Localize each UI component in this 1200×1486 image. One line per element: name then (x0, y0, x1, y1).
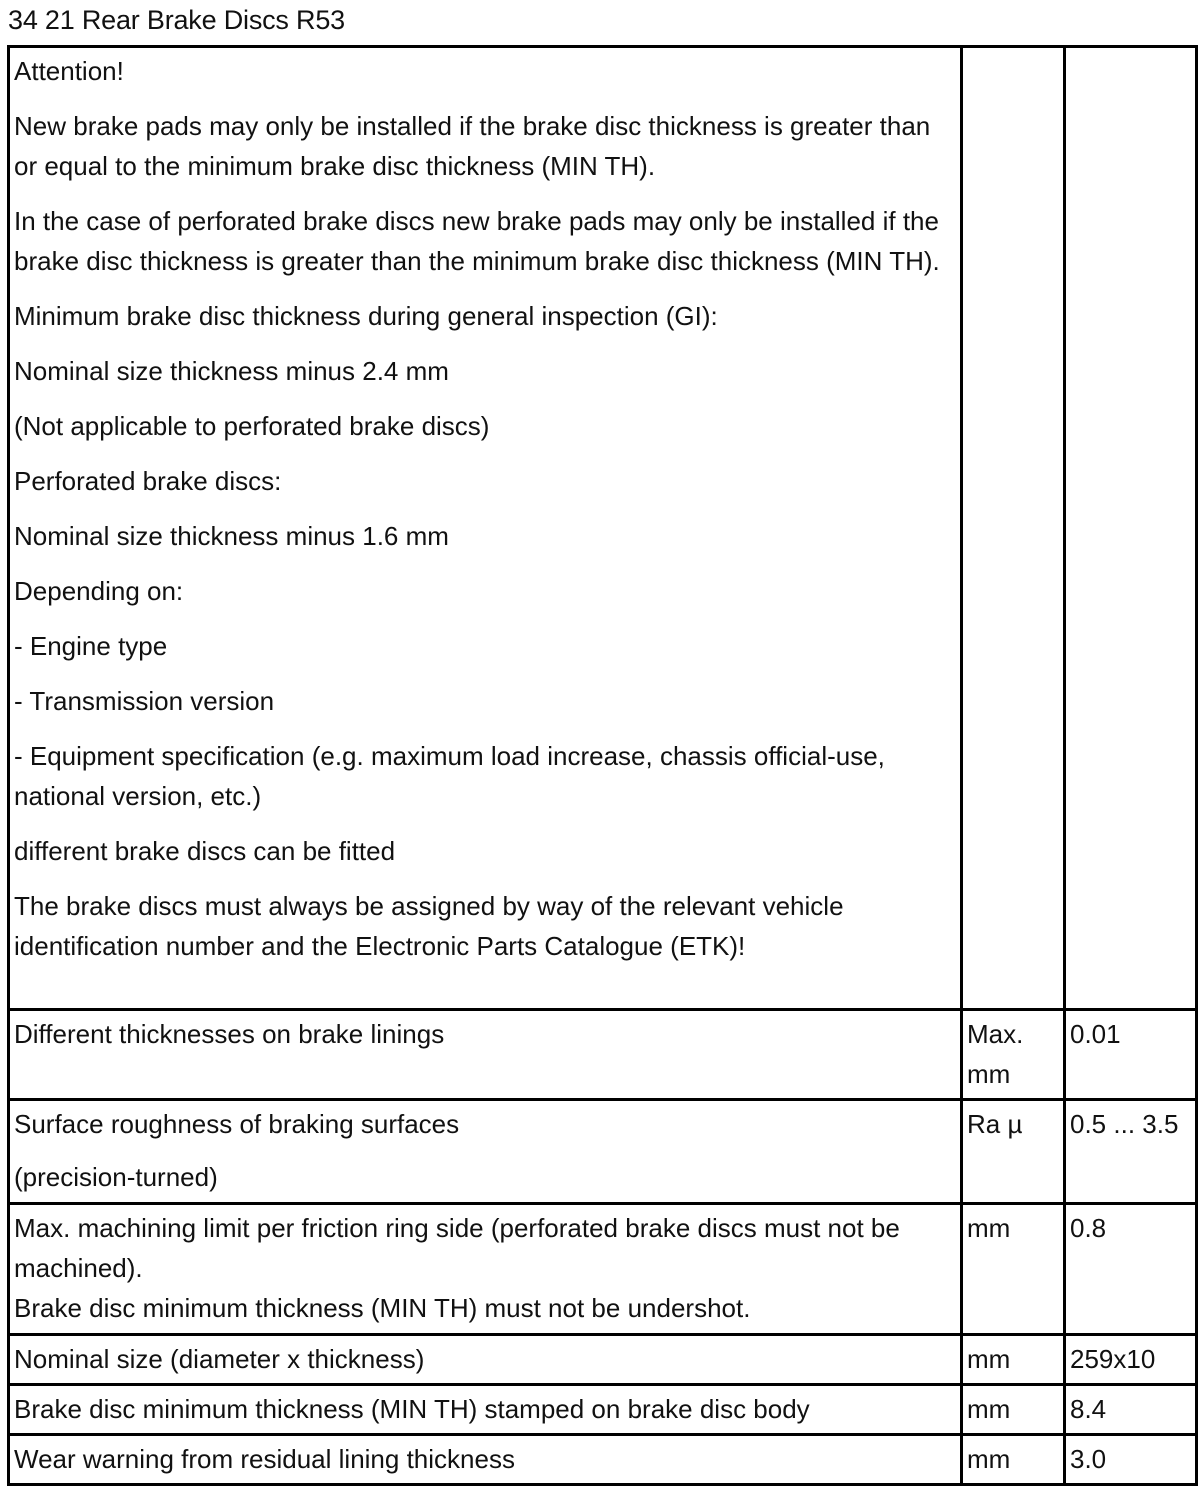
note-transmission: - Transmission version (14, 686, 275, 716)
row-unit: mm (962, 1385, 1065, 1435)
table-row (9, 1010, 1197, 1100)
note-depending-on: Depending on: (14, 576, 184, 606)
note-new-pads: New brake pads may only be installed if the brake disc thickness is greater than or equal to the minimum brake disc thickness (MIN TH). (14, 111, 931, 181)
note-engine-type: - Engine type (14, 631, 168, 661)
row-description-line: Max. machining limit per friction ring side (perforated brake discs must not be machined). (14, 1213, 900, 1283)
row-description: Wear warning from residual lining thickness (9, 1435, 962, 1485)
page-title: 34 21 Rear Brake Discs R53 (8, 5, 345, 35)
note-nominal-minus-2-4: Nominal size thickness minus 2.4 mm (14, 356, 449, 386)
row-description: Brake disc minimum thickness (MIN TH) stamped on brake disc body (9, 1385, 962, 1435)
note-etk-assignment: The brake discs must always be assigned by way of the relevant vehicle identification number and the Electronic Parts Catalogue (ETK)! (14, 891, 844, 961)
table-row (9, 1335, 1197, 1385)
notes-cell (9, 47, 962, 1010)
row-description-line: Brake disc minimum thickness (MIN TH) must not be undershot. (14, 1293, 751, 1323)
row-description (9, 1204, 962, 1335)
row-unit: Max. mm (962, 1010, 1065, 1100)
row-value: 3.0 (1065, 1435, 1197, 1485)
row-description: Different thicknesses on brake linings (9, 1010, 962, 1100)
note-gi-minimum: Minimum brake disc thickness during general inspection (GI): (14, 301, 718, 331)
note-perforated-heading: Perforated brake discs: (14, 466, 282, 496)
row-description (9, 1100, 962, 1204)
row-value: 0.5 ... 3.5 (1065, 1100, 1197, 1204)
row-description-line: (precision-turned) (14, 1162, 218, 1192)
row-unit: mm (962, 1435, 1065, 1485)
row-description: Nominal size (diameter x thickness) (9, 1335, 962, 1385)
note-perforated-pads: In the case of perforated brake discs new brake pads may only be installed if the brake disc thickness is greater than the minimum brake disc thickness (MIN TH). (14, 206, 940, 276)
note-equipment: - Equipment specification (e.g. maximum load increase, chassis official-use, national version, etc.) (14, 741, 885, 811)
note-nominal-minus-1-6: Nominal size thickness minus 1.6 mm (14, 521, 449, 551)
notes-value-cell (1065, 47, 1197, 1010)
row-unit: mm (962, 1335, 1065, 1385)
row-unit: mm (962, 1204, 1065, 1335)
table-row (9, 1385, 1197, 1435)
row-value: 0.01 (1065, 1010, 1197, 1100)
notes-unit-cell (962, 47, 1065, 1010)
note-not-applicable: (Not applicable to perforated brake discs) (14, 411, 490, 441)
note-different-discs: different brake discs can be fitted (14, 836, 396, 866)
row-description-line: Surface roughness of braking surfaces (14, 1109, 460, 1139)
row-value: 259x10 (1065, 1335, 1197, 1385)
row-unit: Ra µ (962, 1100, 1065, 1204)
row-value: 0.8 (1065, 1204, 1197, 1335)
row-value: 8.4 (1065, 1385, 1197, 1435)
spec-table (7, 45, 1198, 1486)
table-row-notes (9, 47, 1197, 1010)
table-row (9, 1435, 1197, 1485)
table-row (9, 1204, 1197, 1335)
note-attention: Attention! (14, 56, 124, 86)
table-row (9, 1100, 1197, 1204)
